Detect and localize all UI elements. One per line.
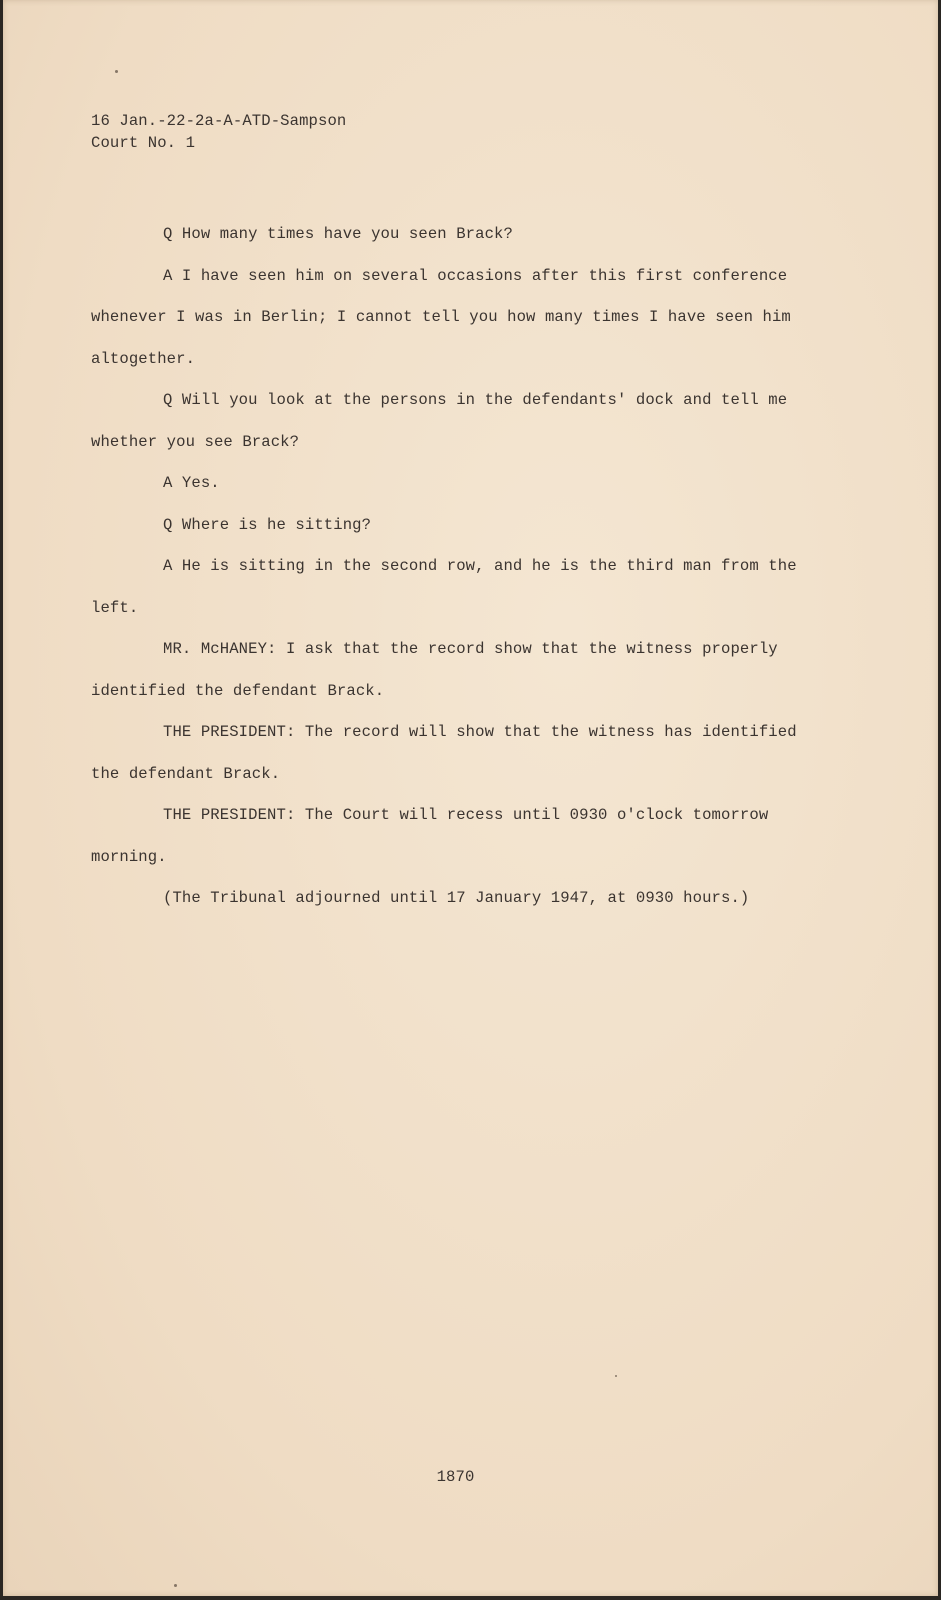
transcript-paragraph <box>91 256 891 381</box>
transcript-line: altogether. <box>91 349 196 368</box>
document-header <box>91 110 346 154</box>
page-number: 1870 <box>436 1468 475 1486</box>
ink-speck <box>115 70 118 73</box>
transcript-line: whether you see Brack? <box>91 432 300 451</box>
transcript-line: Q Where is he sitting? <box>163 515 372 534</box>
transcript-line: morning. <box>91 847 167 866</box>
transcript-line: Q How many times have you seen Brack? <box>163 225 513 243</box>
transcript-paragraph <box>91 463 891 505</box>
transcript-line: identified the defendant Brack. <box>91 681 385 700</box>
ink-speck <box>174 1584 177 1587</box>
document-page <box>3 0 938 1596</box>
transcript-paragraph <box>91 712 891 795</box>
ink-speck <box>615 1375 617 1377</box>
transcript-line: MR. McHANEY: I ask that the record show that the witness properly <box>163 640 778 658</box>
transcript-line: A Yes. <box>163 474 220 492</box>
header-court-line: Court No. 1 <box>91 134 196 152</box>
transcript-line: whenever I was in Berlin; I cannot tell you how many times I have seen him <box>91 308 791 326</box>
transcript-line: THE PRESIDENT: The Court will recess until 0930 o'clock tomorrow <box>163 806 769 824</box>
transcript-line: A I have seen him on several occasions after this first conference <box>163 266 788 285</box>
transcript-paragraph <box>91 546 891 629</box>
transcript-paragraph <box>91 214 891 256</box>
transcript-paragraph <box>91 380 891 463</box>
transcript-line: A He is sitting in the second row, and he is the third man from the <box>163 557 797 575</box>
transcript-paragraph <box>91 629 891 712</box>
transcript-paragraph <box>91 505 891 547</box>
transcript-paragraph <box>91 795 891 878</box>
transcript-paragraph <box>91 878 891 920</box>
header-case-line: 16 Jan.-22-2a-A-ATD-Sampson <box>91 112 347 130</box>
transcript-line: (The Tribunal adjourned until 17 January 1947, at 0930 hours.) <box>163 889 750 907</box>
transcript-line: THE PRESIDENT: The record will show that the witness has identified <box>163 723 797 741</box>
transcript-line: Q Will you look at the persons in the defendants' dock and tell me <box>163 391 788 409</box>
transcript-body <box>91 214 891 920</box>
transcript-line: left. <box>91 598 139 617</box>
transcript-line: the defendant Brack. <box>91 764 281 783</box>
